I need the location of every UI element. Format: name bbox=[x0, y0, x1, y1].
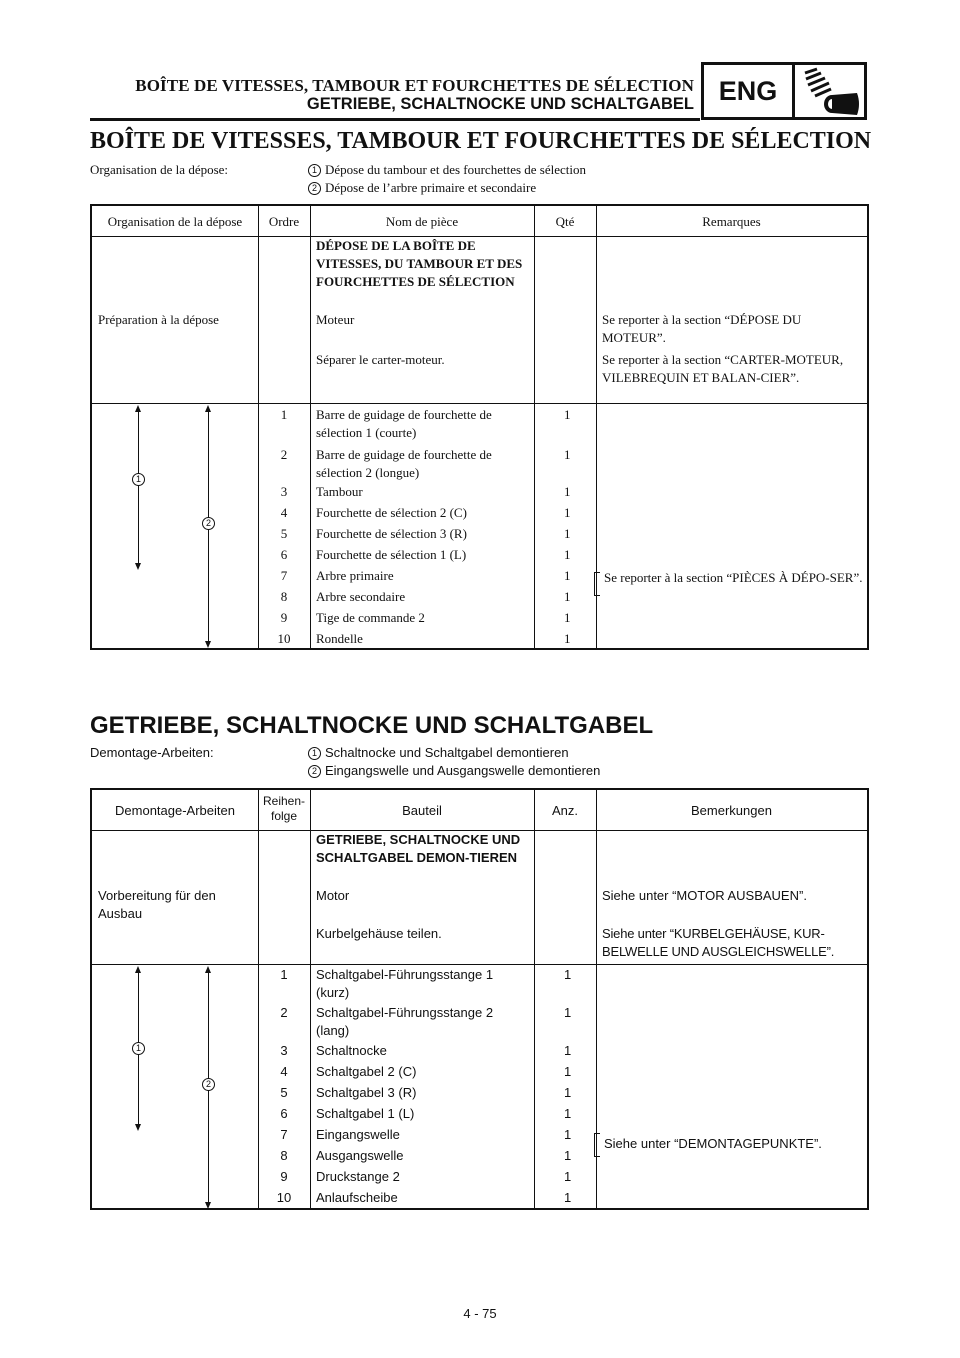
row-qty: 1 bbox=[564, 610, 571, 625]
de-operation-heading: GETRIEBE, SCHALTNOCKE UND SCHALTGABEL DEMON-TIEREN bbox=[316, 832, 521, 865]
fr-prep-part-1: Moteur bbox=[316, 312, 355, 327]
col-header-order: Ordre bbox=[268, 214, 300, 229]
header-rule bbox=[90, 118, 700, 121]
fr-prep-label: Préparation à la dépose bbox=[98, 312, 219, 327]
row-part-name: Barre de guidage de fourchette de sélection 2 (longue) bbox=[316, 447, 492, 480]
de-step-1: 1 Schaltnocke und Schaltgabel demontieren bbox=[308, 745, 569, 760]
fr-bracket-remark: Se reporter à la section “PIÈCES À DÉPO-SER”. bbox=[604, 570, 863, 585]
row-part-name: Schaltgabel 1 (L) bbox=[316, 1106, 415, 1121]
marker-1: 1 bbox=[132, 473, 145, 486]
row-part-name: Ausgangswelle bbox=[316, 1148, 404, 1163]
de-prep-part-1: Motor bbox=[316, 888, 350, 903]
marker-1: 1 bbox=[132, 1042, 145, 1055]
col-header-qty: Qté bbox=[555, 214, 575, 229]
row-part-name: Fourchette de sélection 2 (C) bbox=[316, 505, 467, 520]
row-order: 8 bbox=[280, 589, 288, 604]
engine-bolt-icon bbox=[797, 67, 863, 117]
row-qty: 1 bbox=[564, 1085, 572, 1100]
de-prep-remark-2: Siehe unter “KURBELGEHÄUSE, KUR-BELWELLE UND AUSGLEICHSWELLE”. bbox=[602, 926, 835, 959]
col-header-remarks: Remarques bbox=[702, 214, 761, 229]
marker-2: 2 bbox=[202, 1078, 215, 1091]
row-order: 4 bbox=[280, 505, 288, 520]
fr-prep-remark-2: Se reporter à la section “CARTER-MOTEUR, VILEBREQUIN ET BALAN-CIER”. bbox=[602, 352, 844, 385]
row-part-name: Tambour bbox=[316, 484, 363, 499]
fr-prep-part-2: Séparer le carter-moteur. bbox=[316, 352, 445, 367]
row-part-name: Schaltgabel-Führungsstange 1 (kurz) bbox=[316, 967, 494, 1000]
de-prep-label: Vorbereitung für den Ausbau bbox=[98, 888, 216, 921]
row-part-name: Schaltgabel-Führungsstange 2 (lang) bbox=[316, 1005, 494, 1038]
col-header-bemerkungen: Bemerkungen bbox=[691, 803, 772, 818]
row-qty: 1 bbox=[564, 967, 572, 982]
row-part-name: Tige de commande 2 bbox=[316, 610, 425, 625]
de-bracket bbox=[594, 1133, 600, 1157]
row-order: 8 bbox=[280, 1148, 288, 1163]
row-part-name: Druckstange 2 bbox=[316, 1169, 400, 1184]
row-part-name: Eingangswelle bbox=[316, 1127, 400, 1142]
row-qty: 1 bbox=[564, 1043, 572, 1058]
page-number: 4 - 75 bbox=[463, 1306, 497, 1321]
de-intro-label: Demontage-Arbeiten: bbox=[90, 745, 214, 760]
de-parts-table bbox=[90, 788, 869, 1210]
row-part-name: Fourchette de sélection 1 (L) bbox=[316, 547, 467, 562]
row-order: 1 bbox=[280, 407, 288, 422]
row-part-name: Schaltnocke bbox=[316, 1043, 387, 1058]
row-order: 2 bbox=[280, 447, 288, 462]
running-header-de: GETRIEBE, SCHALTNOCKE UND SCHALTGABEL bbox=[306, 95, 694, 113]
eng-badge bbox=[701, 62, 867, 120]
row-part-name: Rondelle bbox=[316, 631, 363, 646]
row-part-name: Schaltgabel 2 (C) bbox=[316, 1064, 417, 1079]
de-prep-remark-1: Siehe unter “MOTOR AUSBAUEN”. bbox=[602, 888, 807, 903]
row-part-name: Arbre primaire bbox=[316, 568, 394, 583]
col-header-bauteil: Bauteil bbox=[402, 803, 442, 818]
row-qty: 1 bbox=[564, 1127, 572, 1142]
row-qty: 1 bbox=[564, 505, 571, 520]
row-order: 3 bbox=[280, 1043, 288, 1058]
row-order: 2 bbox=[280, 1005, 288, 1020]
col-header-organisation: Organisation de la dépose bbox=[107, 214, 243, 229]
de-section-title: GETRIEBE, SCHALTNOCKE UND SCHALTGABEL bbox=[90, 712, 654, 739]
row-order: 5 bbox=[280, 526, 288, 541]
de-step-2: 2 Eingangswelle und Ausgangswelle demontieren bbox=[308, 763, 600, 778]
fr-parts-table bbox=[90, 204, 869, 650]
row-order: 10 bbox=[277, 631, 291, 646]
row-order: 3 bbox=[280, 484, 288, 499]
row-qty: 1 bbox=[564, 589, 571, 604]
de-bracket-remark: Siehe unter “DEMONTAGEPUNKTE”. bbox=[604, 1136, 822, 1151]
row-qty: 1 bbox=[564, 1148, 572, 1163]
row-qty: 1 bbox=[564, 547, 571, 562]
de-prep-part-2: Kurbelgehäuse teilen. bbox=[316, 926, 442, 941]
row-part-name: Barre de guidage de fourchette de sélection 1 (courte) bbox=[316, 407, 492, 440]
row-part-name: Anlaufscheibe bbox=[316, 1190, 398, 1205]
row-qty: 1 bbox=[564, 1169, 572, 1184]
row-qty: 1 bbox=[564, 1064, 572, 1079]
row-part-name: Fourchette de sélection 3 (R) bbox=[316, 526, 467, 541]
row-order: 9 bbox=[280, 1169, 288, 1184]
fr-intro-label: Organisation de la dépose: bbox=[90, 162, 229, 177]
row-qty: 1 bbox=[564, 1106, 572, 1121]
row-order: 1 bbox=[280, 967, 288, 982]
marker-2: 2 bbox=[202, 517, 215, 530]
row-order: 7 bbox=[280, 568, 288, 583]
col-header-part: Nom de pièce bbox=[385, 214, 459, 229]
running-header-fr: BOÎTE DE VITESSES, TAMBOUR ET FOURCHETTES DE SÉLECTION bbox=[135, 76, 694, 95]
row-qty: 1 bbox=[564, 407, 571, 422]
row-qty: 1 bbox=[564, 526, 571, 541]
eng-badge-label: ENG bbox=[704, 65, 795, 117]
row-part-name: Arbre secondaire bbox=[316, 589, 406, 604]
col-header-anz: Anz. bbox=[551, 803, 578, 818]
row-order: 7 bbox=[280, 1127, 288, 1142]
row-order: 6 bbox=[280, 1106, 288, 1121]
fr-prep-remark-1: Se reporter à la section “DÉPOSE DU MOTEUR”. bbox=[602, 312, 802, 345]
row-qty: 1 bbox=[564, 1005, 572, 1020]
row-part-name: Schaltgabel 3 (R) bbox=[316, 1085, 417, 1100]
fr-step-2: 2 Dépose de l’arbre primaire et secondaire bbox=[308, 180, 536, 196]
row-qty: 1 bbox=[564, 568, 571, 583]
fr-step-1: 1 Dépose du tambour et des fourchettes de sélection bbox=[308, 162, 586, 178]
col-header-reihenfolge: Reihen-folge bbox=[262, 794, 306, 823]
row-order: 5 bbox=[280, 1085, 288, 1100]
fr-section-title: BOÎTE DE VITESSES, TAMBOUR ET FOURCHETTES DE SÉLECTION bbox=[90, 128, 872, 154]
fr-bracket bbox=[594, 572, 600, 596]
row-qty: 1 bbox=[564, 447, 571, 462]
row-qty: 1 bbox=[564, 1190, 572, 1205]
row-order: 4 bbox=[280, 1064, 288, 1079]
row-order: 10 bbox=[276, 1190, 292, 1205]
row-order: 9 bbox=[280, 610, 288, 625]
row-qty: 1 bbox=[564, 484, 571, 499]
row-order: 6 bbox=[280, 547, 288, 562]
row-qty: 1 bbox=[564, 631, 571, 646]
col-header-demontage: Demontage-Arbeiten bbox=[115, 803, 235, 818]
fr-operation-heading: DÉPOSE DE LA BOÎTE DE VITESSES, DU TAMBOUR ET DES FOURCHETTES DE SÉLECTION bbox=[316, 238, 523, 289]
